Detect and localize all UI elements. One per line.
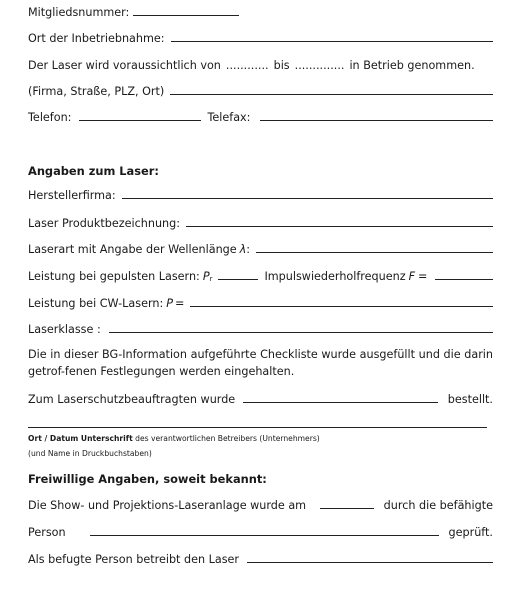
- phone-fax-row: [28, 111, 493, 124]
- pulse-frequency-eq: =: [418, 270, 428, 283]
- appointed-label: bestellt.: [447, 393, 493, 406]
- cw-power-row: [28, 297, 493, 310]
- commissioning-location-label: Ort der Inbetriebnahme:: [28, 32, 165, 45]
- pulsed-power-subscript: r: [209, 275, 213, 283]
- product-name-field[interactable]: [186, 226, 493, 227]
- phone-label: Telefon:: [28, 111, 72, 124]
- signature-caption: [28, 434, 320, 443]
- operation-period-to-field[interactable]: ..............: [294, 59, 345, 72]
- member-number-field[interactable]: [133, 15, 239, 16]
- laser-type-field[interactable]: [256, 252, 493, 253]
- commissioning-location-field[interactable]: [171, 41, 493, 42]
- fax-field[interactable]: [260, 120, 493, 121]
- company-address-field[interactable]: [170, 94, 493, 95]
- checked-label: geprüft.: [448, 526, 493, 539]
- operation-period-from-field[interactable]: ............: [225, 59, 269, 72]
- safety-officer-row: [28, 393, 493, 406]
- wavelength-symbol: λ: [239, 243, 247, 256]
- cw-power-field[interactable]: [190, 306, 493, 307]
- person-field[interactable]: [90, 535, 439, 536]
- manufacturer-label: Herstellerfirma:: [28, 189, 116, 202]
- laser-type-colon: :: [246, 243, 251, 256]
- product-name-row: [28, 217, 493, 230]
- pulse-frequency-symbol: F: [408, 270, 416, 283]
- signature-caption-rest: des verantwortlichen Betreibers (Unternehmers): [135, 434, 320, 443]
- show-laser-text-a: Die Show- und Projektions-Laseranlage wurde am: [28, 499, 307, 512]
- pulsed-power-row: [28, 270, 493, 283]
- authorized-person-label: Als befugte Person betreibt den Laser: [28, 553, 240, 566]
- signature-caption-bold: Ort / Datum Unterschrift: [28, 434, 133, 443]
- authorized-person-field[interactable]: [247, 562, 493, 563]
- signature-caption-line2: (und Name in Druckbuchstaben): [28, 449, 152, 458]
- person-label: Person: [28, 526, 66, 539]
- laser-class-row: [28, 323, 493, 336]
- voluntary-heading: Freiwillige Angaben, soweit bekannt:: [28, 472, 267, 486]
- pulse-frequency-field[interactable]: [435, 279, 493, 280]
- cw-power-symbol: P: [166, 297, 173, 310]
- cw-power-label: Leistung bei CW-Lasern:: [28, 297, 164, 310]
- person-row: [28, 526, 493, 539]
- show-laser-row: [28, 499, 493, 512]
- safety-officer-field[interactable]: [243, 402, 438, 403]
- checklist-statement: Die in dieser BG-Information aufgeführte Checkliste wurde ausgefüllt und die darin getrof-fenen Festlegungen werden eingehalten.: [28, 348, 493, 378]
- member-number-label: Mitgliedsnummer:: [28, 6, 130, 19]
- company-address-label: (Firma, Straße, PLZ, Ort): [28, 85, 165, 98]
- manufacturer-row: [28, 189, 493, 202]
- signature-line[interactable]: [28, 427, 487, 428]
- operation-period-text-a: Der Laser wird voraussichtlich von: [28, 59, 221, 72]
- laser-info-heading: Angaben zum Laser:: [28, 164, 159, 178]
- show-laser-date-field[interactable]: [320, 508, 374, 509]
- pulsed-power-field[interactable]: [218, 279, 258, 280]
- show-laser-text-b: durch die befähigte: [383, 499, 493, 512]
- operation-period-text-b: in Betrieb genommen.: [349, 59, 475, 72]
- laser-class-label: Laserklasse :: [28, 323, 101, 336]
- operation-period-bis: bis: [273, 59, 290, 72]
- fax-label: Telefax:: [207, 111, 251, 124]
- phone-field[interactable]: [79, 120, 201, 121]
- company-address-row: [28, 85, 493, 98]
- authorized-person-row: [28, 553, 493, 566]
- safety-officer-label: Zum Laserschutzbeauftragten wurde: [28, 393, 236, 406]
- laser-type-row: [28, 243, 493, 256]
- commissioning-location-row: [28, 32, 493, 45]
- pulsed-power-symbol: P: [202, 270, 210, 283]
- cw-power-eq: =: [175, 297, 185, 310]
- laser-class-field[interactable]: [109, 332, 493, 333]
- pulsed-power-label: Leistung bei gepulsten Lasern:: [28, 270, 200, 283]
- member-number-row: [28, 6, 239, 19]
- pulse-frequency-label: Impulswiederholfrequenz: [264, 270, 406, 283]
- operation-period-row: [28, 59, 493, 72]
- laser-type-label: Laserart mit Angabe der Wellenlänge: [28, 243, 237, 256]
- manufacturer-field[interactable]: [122, 198, 493, 199]
- product-name-label: Laser Produktbezeichnung:: [28, 217, 180, 230]
